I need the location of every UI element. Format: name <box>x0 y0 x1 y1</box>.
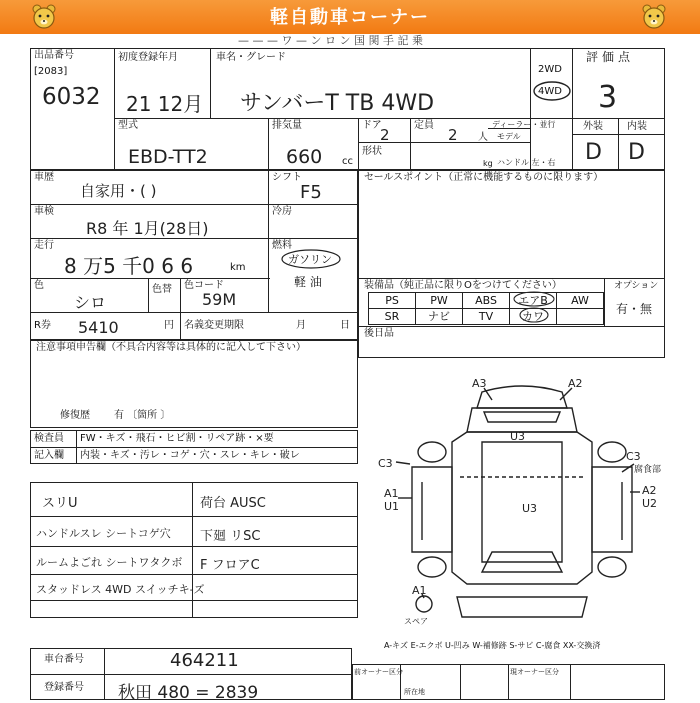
divider <box>192 482 193 618</box>
remark-right-3: F フロアC <box>200 558 260 573</box>
int-label: 内装 <box>627 121 647 132</box>
remark-left-1: スリU <box>42 496 78 511</box>
divider <box>410 118 411 170</box>
equip-sr: SR <box>369 309 416 325</box>
check-int: 内装・キズ・汚レ・コゲ・穴・スレ・キレ・破レ <box>80 450 300 461</box>
equipment-grid <box>368 292 604 324</box>
sales-point-box <box>358 170 665 358</box>
usage-label: 車歴 <box>34 172 54 183</box>
bear-mascot-icon-left <box>30 3 58 31</box>
divider <box>30 204 358 205</box>
divider <box>358 278 665 279</box>
fuel-gas: ガソリン <box>288 253 332 266</box>
model-sub-label: モデル <box>497 132 521 141</box>
diagram-mark-c3-left: C3 <box>378 457 393 470</box>
diagram-mark-c3-right: C3 <box>626 450 641 463</box>
recycle-label: R券 <box>34 320 51 331</box>
header-title: 軽自動車コーナー <box>270 7 430 28</box>
equip-blank <box>557 309 604 325</box>
option-value: 有・無 <box>616 302 653 316</box>
bottom-box-2: 現オーナー区分 <box>510 668 559 676</box>
divider <box>76 430 77 464</box>
capacity-value: 2 <box>448 126 458 144</box>
aircon-label: 冷房 <box>272 206 292 217</box>
displacement-unit: cc <box>342 156 353 167</box>
storage-label: 後日品 <box>364 328 394 339</box>
warranty-month: 月 <box>296 320 306 331</box>
option-label: オプション <box>614 281 659 291</box>
inspection-label: 車検 <box>34 206 54 217</box>
remark-left-2: ハンドルスレ シートコゲ穴 <box>36 527 171 540</box>
model-label: 車名・グレード <box>216 52 286 63</box>
diagram-mark-u1: U1 <box>384 500 400 513</box>
diagram-mark-a3: A3 <box>472 377 487 390</box>
divider <box>268 118 269 170</box>
divider <box>530 48 531 170</box>
color-code-value: 59M <box>202 290 237 309</box>
lot-number: 6032 <box>42 84 101 110</box>
divider <box>268 170 269 312</box>
ext-label: 外装 <box>583 121 603 132</box>
displacement-value: 660 <box>286 146 323 168</box>
equip-navi: ナビ <box>416 309 463 325</box>
entry-label: 記入欄 <box>34 450 64 461</box>
diagram-mark-u3-top: U3 <box>510 430 526 443</box>
divider <box>570 664 571 700</box>
diagram-mark-spare: スペア <box>404 617 428 626</box>
divider <box>508 664 509 700</box>
divider <box>104 648 105 700</box>
notes-label: 注意事項申告欄（不具合内容等は具体的に記入して下さい） <box>36 342 306 353</box>
sheet-subtitle-partial: — — — ワ — ン ロ ン 国 関 手 記 乗 <box>238 34 423 47</box>
divider <box>30 574 358 575</box>
dealer-label: ディーラー・並行 <box>492 120 556 129</box>
remark-left-4: スタッドレス 4WD スイッチキ-ズ <box>36 583 205 596</box>
divider <box>460 664 461 700</box>
divider <box>30 600 358 601</box>
doors-label: ドア <box>362 120 382 131</box>
fuel-gas-circle-icon <box>280 248 342 270</box>
divider <box>604 278 605 326</box>
fuel-label: 燃料 <box>272 240 292 251</box>
type-value: EBD-TT2 <box>128 146 208 168</box>
handle-label: ハンドル 左・右 <box>497 158 556 167</box>
divider <box>210 48 211 118</box>
mileage-value: 8 万5 千0 6 6 <box>64 254 194 278</box>
equipment-circles-icon <box>510 290 558 324</box>
divider <box>30 546 358 547</box>
diagram-mark-a2-top: A2 <box>568 377 583 390</box>
shift-value: F5 <box>300 182 322 203</box>
equip-kawa: カワ <box>510 309 557 325</box>
equipment-label: 装備品（純正品に限りOをつけてください） <box>364 280 562 291</box>
car-damage-diagram <box>372 372 672 638</box>
drive-4wd: 4WD <box>538 86 562 97</box>
int-value: D <box>628 140 645 165</box>
plate-label: 登録番号 <box>44 682 84 693</box>
warranty-day: 日 <box>340 320 350 331</box>
bottom-box-1: 前オーナー区分 <box>354 668 403 676</box>
bear-mascot-icon-right <box>640 3 668 31</box>
first-reg-value: 21 12月 <box>126 92 204 116</box>
plate-value: 秋田 480 = 2839 <box>118 683 259 703</box>
shape-label: 形状 <box>362 146 382 157</box>
diagram-mark-a1-bottom: A1 <box>412 584 427 597</box>
rating-value: 3 <box>598 80 618 115</box>
divider <box>30 447 358 448</box>
chassis-label: 車台番号 <box>44 654 84 665</box>
repair-label: 修復歴 <box>60 410 90 421</box>
divider <box>30 674 352 675</box>
remark-left-3: ルームよごれ シートワタクボ <box>36 556 183 569</box>
remark-right-1: 荷台 AUSC <box>200 496 266 511</box>
inspection-value: R8 年 1月(28日) <box>86 219 209 238</box>
diagram-mark-corrosion: 腐食部 <box>634 465 662 475</box>
equip-pw: PW <box>416 293 463 309</box>
equip-tv: TV <box>463 309 510 325</box>
color-no-label: 色替 <box>152 284 172 295</box>
warranty-label: 名義変更期限 <box>184 320 244 331</box>
remarks-box <box>30 482 358 618</box>
diagram-mark-a1-left: A1 <box>384 487 399 500</box>
damage-legend: A-キズ E-エクボ U-凹み W-補修跡 S-サビ C-腐食 XX-交換済 <box>384 641 601 650</box>
check-fw: FW・キズ・飛石・ヒビ割・リペア跡・×要 <box>80 433 274 444</box>
diagram-mark-u2: U2 <box>642 497 658 510</box>
rating-label: 評価点 <box>586 50 635 64</box>
lot-label: 出品番号 <box>34 50 74 61</box>
divider <box>572 48 573 170</box>
color-code-label: 色コード <box>184 280 224 291</box>
equip-airbag: エアB <box>510 293 557 309</box>
diagram-mark-u3-center: U3 <box>522 502 538 515</box>
model-value: サンバーT TB 4WD <box>240 91 435 116</box>
repair-value: 有 〔箇所 〕 <box>114 410 171 421</box>
divider <box>358 326 665 327</box>
color-value: シロ <box>74 293 107 312</box>
capacity-unit: 人 <box>478 132 488 143</box>
usage-value: 自家用・( ) <box>80 182 157 200</box>
divider <box>148 278 149 312</box>
bottom-box-3: 所在地 <box>404 688 425 696</box>
capacity-label: 定員 <box>414 120 434 131</box>
drive-2wd: 2WD <box>538 64 562 75</box>
diagram-mark-a2-right: A2 <box>642 484 657 497</box>
mileage-label: 走行 <box>34 240 54 251</box>
recycle-value: 5410 <box>78 318 119 337</box>
inspector-label: 検査員 <box>34 433 64 444</box>
divider <box>618 118 619 170</box>
lot-code: [2083] <box>34 66 68 77</box>
equip-aw: AW <box>557 293 604 309</box>
displacement-label: 排気量 <box>272 120 302 131</box>
ext-value: D <box>585 140 602 165</box>
sales-point-label: セールスポイント（正常に機能するものに限ります） <box>364 172 604 183</box>
equip-abs: ABS <box>463 293 510 309</box>
fuel-diesel: 軽 油 <box>294 275 322 289</box>
drive-4wd-circle-icon <box>532 80 572 102</box>
divider <box>358 118 359 170</box>
kg-label: kg <box>483 159 493 168</box>
type-label: 型式 <box>118 120 138 131</box>
color-label: 色 <box>34 280 44 291</box>
doors-value: 2 <box>380 126 390 144</box>
divider <box>30 516 358 517</box>
chassis-value: 464211 <box>170 650 239 671</box>
first-reg-label: 初度登録年月 <box>118 52 178 63</box>
remark-right-2: 下廻 リSC <box>200 529 261 544</box>
equip-ps: PS <box>369 293 416 309</box>
shift-label: シフト <box>272 172 302 183</box>
divider <box>180 278 181 340</box>
divider <box>114 48 115 170</box>
recycle-unit: 円 <box>164 320 174 331</box>
mileage-unit: km <box>230 262 246 273</box>
